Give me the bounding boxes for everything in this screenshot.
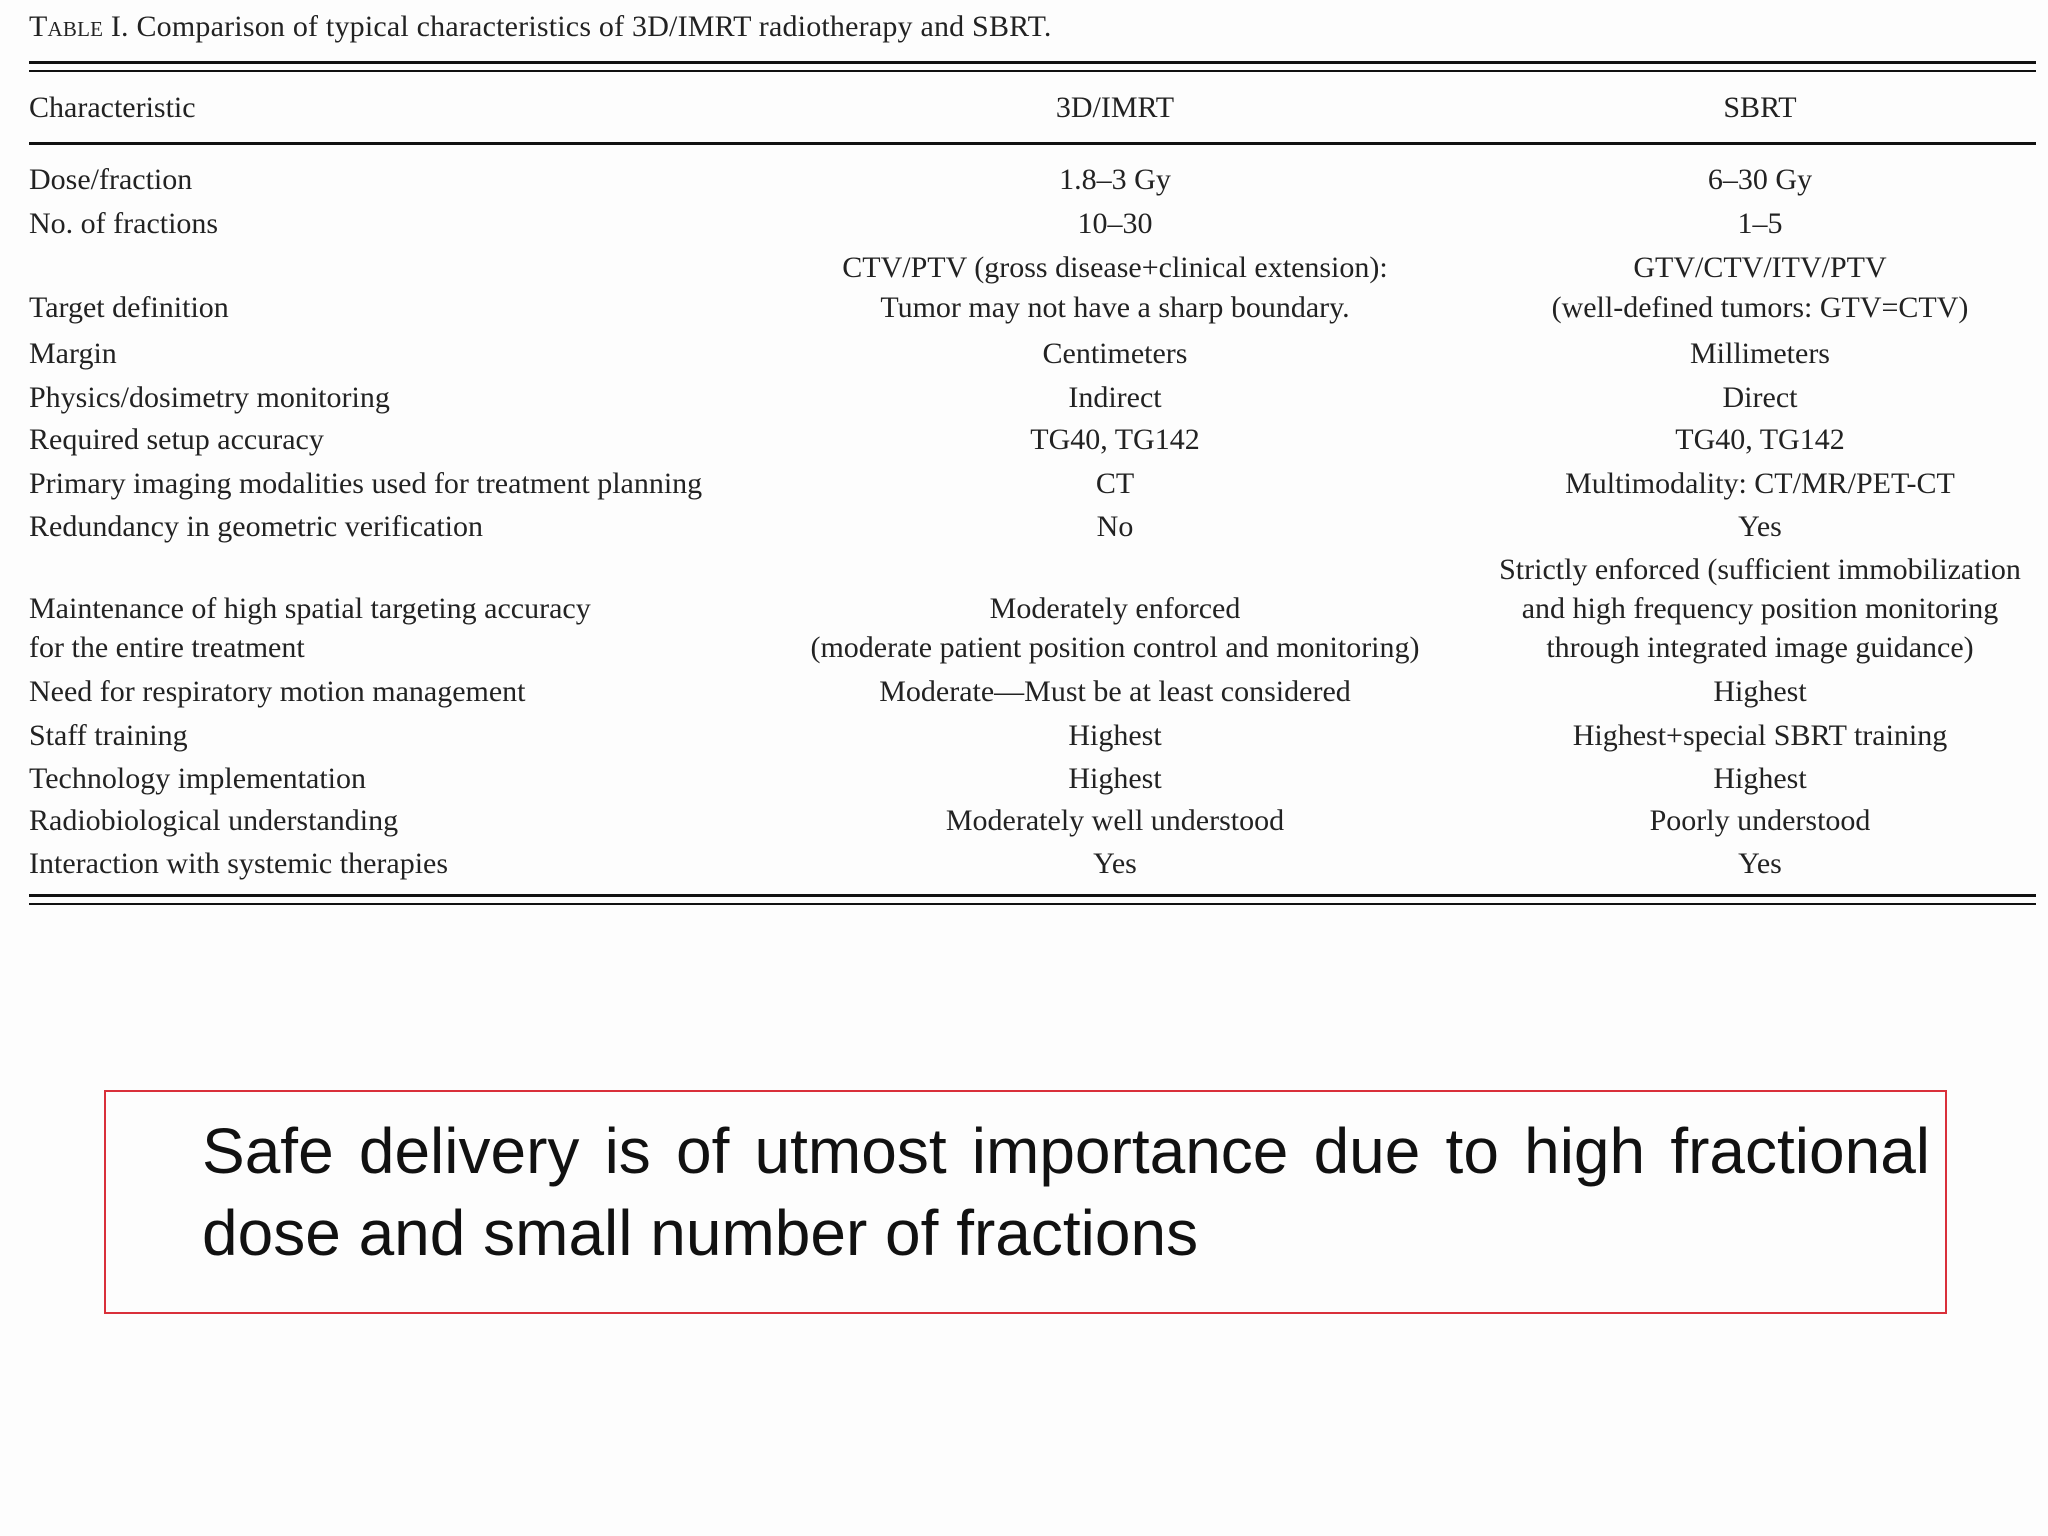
cell-sbrt xyxy=(1460,716,2048,756)
cell-characteristic xyxy=(29,378,390,418)
cell-sbrt xyxy=(1460,334,2048,374)
callout-text: Safe delivery is of utmost importance due to high fractional dose and small number of fractions xyxy=(202,1115,1930,1269)
cell-characteristic xyxy=(29,204,218,244)
cell-line: Strictly enforced (sufficient immobilization xyxy=(1499,553,2021,586)
cell-line: Poorly understood xyxy=(1649,804,1871,837)
cell-3d-imrt xyxy=(790,420,1440,460)
cell-line: TG40, TG142 xyxy=(1675,423,1845,456)
cell-characteristic xyxy=(29,801,398,841)
cell-characteristic xyxy=(29,464,702,504)
cell-line: GTV/CTV/ITV/PTV xyxy=(1633,251,1887,284)
table-top-rule xyxy=(29,61,2036,64)
cell-3d-imrt xyxy=(790,378,1440,418)
cell-characteristic xyxy=(29,507,483,547)
table-caption-text: Comparison of typical characteristics of 3D/IMRT radiotherapy and SBRT. xyxy=(136,10,1052,43)
cell-sbrt xyxy=(1460,844,2048,884)
cell-line: Highest xyxy=(1068,719,1162,752)
header-3d-imrt: 3D/IMRT xyxy=(1055,91,1175,124)
cell-line: Primary imaging modalities used for treatment planning xyxy=(29,467,703,500)
cell-3d-imrt xyxy=(790,507,1440,547)
cell-line: Technology implementation xyxy=(29,762,366,795)
cell-line: Redundancy in geometric verification xyxy=(29,510,483,543)
cell-line: No. of fractions xyxy=(29,207,219,240)
cell-line: Target definition xyxy=(29,291,229,324)
cell-3d-imrt xyxy=(790,248,1440,328)
cell-3d-imrt xyxy=(790,589,1440,667)
cell-3d-imrt xyxy=(790,759,1440,799)
table-caption-label: Table I. xyxy=(29,10,129,43)
cell-line: Interaction with systemic therapies xyxy=(29,847,449,880)
cell-line: Highest+special SBRT training xyxy=(1572,719,1948,752)
cell-line: Staff training xyxy=(29,719,188,752)
cell-sbrt xyxy=(1460,204,2048,244)
cell-line: Moderate—Must be at least considered xyxy=(879,675,1351,708)
cell-line: Yes xyxy=(1738,510,1782,543)
cell-line: Margin xyxy=(29,337,117,370)
cell-line: through integrated image guidance) xyxy=(1546,631,1974,664)
cell-line: Indirect xyxy=(1068,381,1162,414)
cell-line: CT xyxy=(1095,467,1135,500)
cell-sbrt xyxy=(1460,759,2048,799)
cell-3d-imrt xyxy=(790,716,1440,756)
cell-3d-imrt xyxy=(790,334,1440,374)
cell-characteristic xyxy=(29,420,324,460)
cell-line: for the entire treatment xyxy=(29,631,305,664)
cell-line: Yes xyxy=(1093,847,1137,880)
cell-sbrt xyxy=(1460,550,2048,667)
table-bottom-rule-inner xyxy=(29,903,2036,905)
cell-line: TG40, TG142 xyxy=(1030,423,1200,456)
cell-sbrt xyxy=(1460,248,2048,328)
cell-line: (well-defined tumors: GTV=CTV) xyxy=(1551,291,1969,324)
cell-3d-imrt xyxy=(790,844,1440,884)
cell-line: No xyxy=(1096,510,1134,543)
cell-line: Moderately enforced xyxy=(989,592,1241,625)
cell-sbrt xyxy=(1460,507,2048,547)
table-bottom-rule xyxy=(29,894,2036,897)
callout-box xyxy=(104,1090,1947,1314)
header-sbrt: SBRT xyxy=(1723,91,1797,124)
cell-line: Highest xyxy=(1713,762,1807,795)
cell-line: Direct xyxy=(1722,381,1798,414)
cell-line: Required setup accuracy xyxy=(29,423,324,456)
cell-line: Highest xyxy=(1713,675,1807,708)
cell-characteristic xyxy=(29,589,591,667)
cell-line: Yes xyxy=(1738,847,1782,880)
cell-line: Highest xyxy=(1068,762,1162,795)
cell-characteristic xyxy=(29,716,188,756)
cell-sbrt xyxy=(1460,801,2048,841)
table-header-rule xyxy=(29,142,2036,145)
cell-sbrt xyxy=(1460,420,2048,460)
cell-line: Centimeters xyxy=(1042,337,1188,370)
cell-sbrt xyxy=(1460,672,2048,712)
cell-line: Tumor may not have a sharp boundary. xyxy=(880,291,1350,324)
table-top-rule-inner xyxy=(29,70,2036,72)
cell-characteristic xyxy=(29,334,117,374)
cell-characteristic xyxy=(29,759,366,799)
header-characteristic: Characteristic xyxy=(29,91,196,124)
cell-sbrt xyxy=(1460,160,2048,200)
cell-3d-imrt xyxy=(790,672,1440,712)
cell-line: 10–30 xyxy=(1077,207,1153,240)
cell-sbrt xyxy=(1460,378,2048,418)
cell-line: CTV/PTV (gross disease+clinical extension): xyxy=(842,251,1388,284)
cell-3d-imrt xyxy=(790,160,1440,200)
cell-characteristic xyxy=(29,288,229,328)
cell-characteristic xyxy=(29,844,448,884)
cell-sbrt xyxy=(1460,464,2048,504)
cell-line: (moderate patient position control and monitoring) xyxy=(810,631,1420,664)
cell-characteristic xyxy=(29,160,192,200)
cell-line: 1.8–3 Gy xyxy=(1059,163,1171,196)
cell-line: Need for respiratory motion management xyxy=(29,675,526,708)
cell-line: Physics/dosimetry monitoring xyxy=(29,381,390,414)
cell-line: 1–5 xyxy=(1737,207,1783,240)
cell-characteristic xyxy=(29,672,526,712)
cell-3d-imrt xyxy=(790,801,1440,841)
cell-line: Maintenance of high spatial targeting accuracy xyxy=(29,592,591,625)
cell-line: Moderately well understood xyxy=(945,804,1285,837)
cell-3d-imrt xyxy=(790,464,1440,504)
cell-line: Dose/fraction xyxy=(29,163,193,196)
cell-line: and high frequency position monitoring xyxy=(1521,592,1999,625)
table-caption xyxy=(29,10,1052,44)
cell-line: Millimeters xyxy=(1690,337,1830,370)
cell-line: 6–30 Gy xyxy=(1707,163,1813,196)
cell-3d-imrt xyxy=(790,204,1440,244)
cell-line: Multimodality: CT/MR/PET-CT xyxy=(1565,467,1955,500)
cell-line: Radiobiological understanding xyxy=(29,804,399,837)
